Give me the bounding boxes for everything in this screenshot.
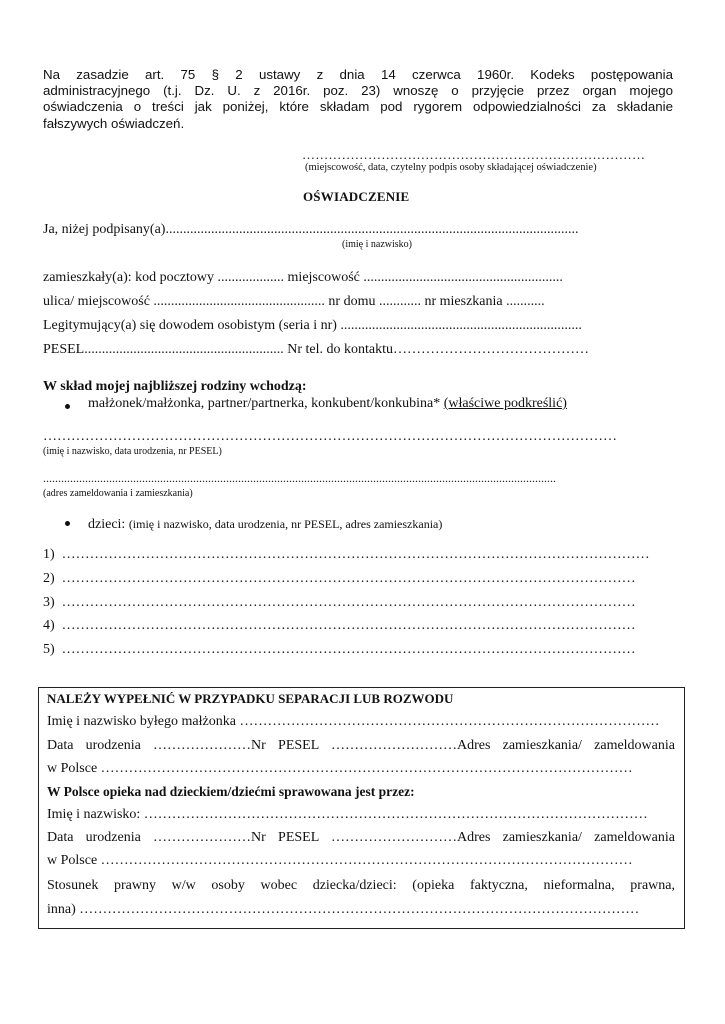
- child-row: [43, 547, 671, 563]
- child-dots: ……………………………………………………………………………………………………………: [61, 642, 636, 657]
- guardian-heading: W Polsce opieka nad dzieckiem/dziećmi sprawowana jest przez:: [47, 784, 415, 799]
- spouse-options: małżonek/małżonka, partner/partnerka, konkubent/konkubina*: [88, 396, 444, 411]
- page-title: OŚWIADCZENIE: [303, 189, 410, 204]
- separation-box: [38, 687, 685, 929]
- address-field-line: zamieszkały(a): kod pocztowy ................... miejscowość .........................................................: [43, 270, 563, 285]
- relation-line: Stosunek prawny w/w osoby wobec dziecka/dzieci: (opieka faktyczna, nieformalna, prawna,: [47, 878, 675, 893]
- bullet-icon: [65, 404, 70, 409]
- spouse-dots: ……………………………………………………………………………………………………………: [43, 429, 617, 444]
- separation-heading: NALEŻY WYPEŁNIĆ W PRZYPADKU SEPARACJI LUB ROZWODU: [47, 691, 454, 706]
- child-row: [43, 618, 671, 634]
- pesel-field-line: PESEL......................................................... Nr tel. do kontaktu……………………………………: [43, 342, 589, 357]
- child-number: 4): [43, 618, 55, 633]
- spouse-line: [88, 396, 567, 412]
- child-number: 2): [43, 571, 55, 586]
- child-dots: ……………………………………………………………………………………………………………: [61, 571, 636, 586]
- name-field-caption: (imię i nazwisko): [342, 239, 412, 250]
- family-heading: W skład mojej najbliższej rodziny wchodzą:: [43, 379, 307, 394]
- signature-caption: (miejscowość, data, czytelny podpis osoby składającej oświadczenie): [305, 162, 597, 173]
- child-number: 5): [43, 642, 55, 657]
- children-line: [88, 515, 442, 533]
- spouse-dots-address: ...........................................................................................................................................................................: [43, 471, 556, 485]
- child-row: [43, 595, 671, 611]
- spouse-address-caption: (adres zameldowania i zamieszkania): [43, 488, 193, 499]
- bullet-icon: [65, 521, 70, 526]
- guardian-poland-line: w Polsce ……………………………………………………………………………………………………: [47, 853, 633, 868]
- intro-line: administracyjnego (t.j. Dz. U. z 2016r. poz. 23) wnoszę o przyjęcie przez organ mojego: [43, 83, 673, 99]
- intro-paragraph: [43, 67, 673, 132]
- intro-line: fałszywych oświadczeń.: [43, 115, 185, 131]
- child-dots: ………………………………………………………………………………………………………………: [61, 547, 650, 562]
- child-dots: ……………………………………………………………………………………………………………: [61, 618, 636, 633]
- signature-dots: ……………………………………………………………………: [302, 147, 646, 162]
- child-dots: ……………………………………………………………………………………………………………: [61, 595, 636, 610]
- child-row: [43, 642, 671, 658]
- name-field-line: Ja, niżej podpisany(a)......................................................................................................................: [43, 222, 579, 237]
- intro-line: Na zasadzie art. 75 § 2 ustawy z dnia 14 czerwca 1960r. Kodeks postępowania: [43, 67, 673, 82]
- child-number: 1): [43, 547, 55, 562]
- ex-spouse-birth-line: Data urodzenia …………………Nr PESEL ………………………Adres zamieszkania/ zameldowania: [47, 738, 675, 753]
- relation-other-line: inna) …………………………………………………………………………………………………………: [47, 902, 640, 917]
- ex-spouse-name-line: Imię i nazwisko byłego małżonka ………………………………………………………………………………: [47, 714, 660, 729]
- children-caption: (imię i nazwisko, data urodzenia, nr PESEL, adres zamieszkania): [128, 517, 443, 531]
- intro-line: oświadczenia o treści jak poniżej, które składam pod rygorem odpowiedzialności za składanie: [43, 99, 673, 115]
- id-field-line: Legitymujący(a) się dowodem osobistym (seria i nr) .....................................................................: [43, 318, 582, 333]
- child-number: 3): [43, 595, 55, 610]
- street-field-line: ulica/ miejscowość ................................................. nr domu ............ nr mieszkania ...........: [43, 294, 545, 309]
- child-row: [43, 571, 671, 587]
- guardian-name-line: Imię i nazwisko: ………………………………………………………………………………………………: [47, 807, 648, 822]
- guardian-birth-line: Data urodzenia …………………Nr PESEL ………………………Adres zamieszkania/ zameldowania: [47, 830, 675, 845]
- spouse-underline-note: (właściwe podkreślić): [443, 396, 567, 411]
- children-label: dzieci:: [88, 517, 129, 532]
- ex-spouse-poland-line: w Polsce ……………………………………………………………………………………………………: [47, 761, 633, 776]
- spouse-caption: (imię i nazwisko, data urodzenia, nr PESEL): [43, 446, 222, 457]
